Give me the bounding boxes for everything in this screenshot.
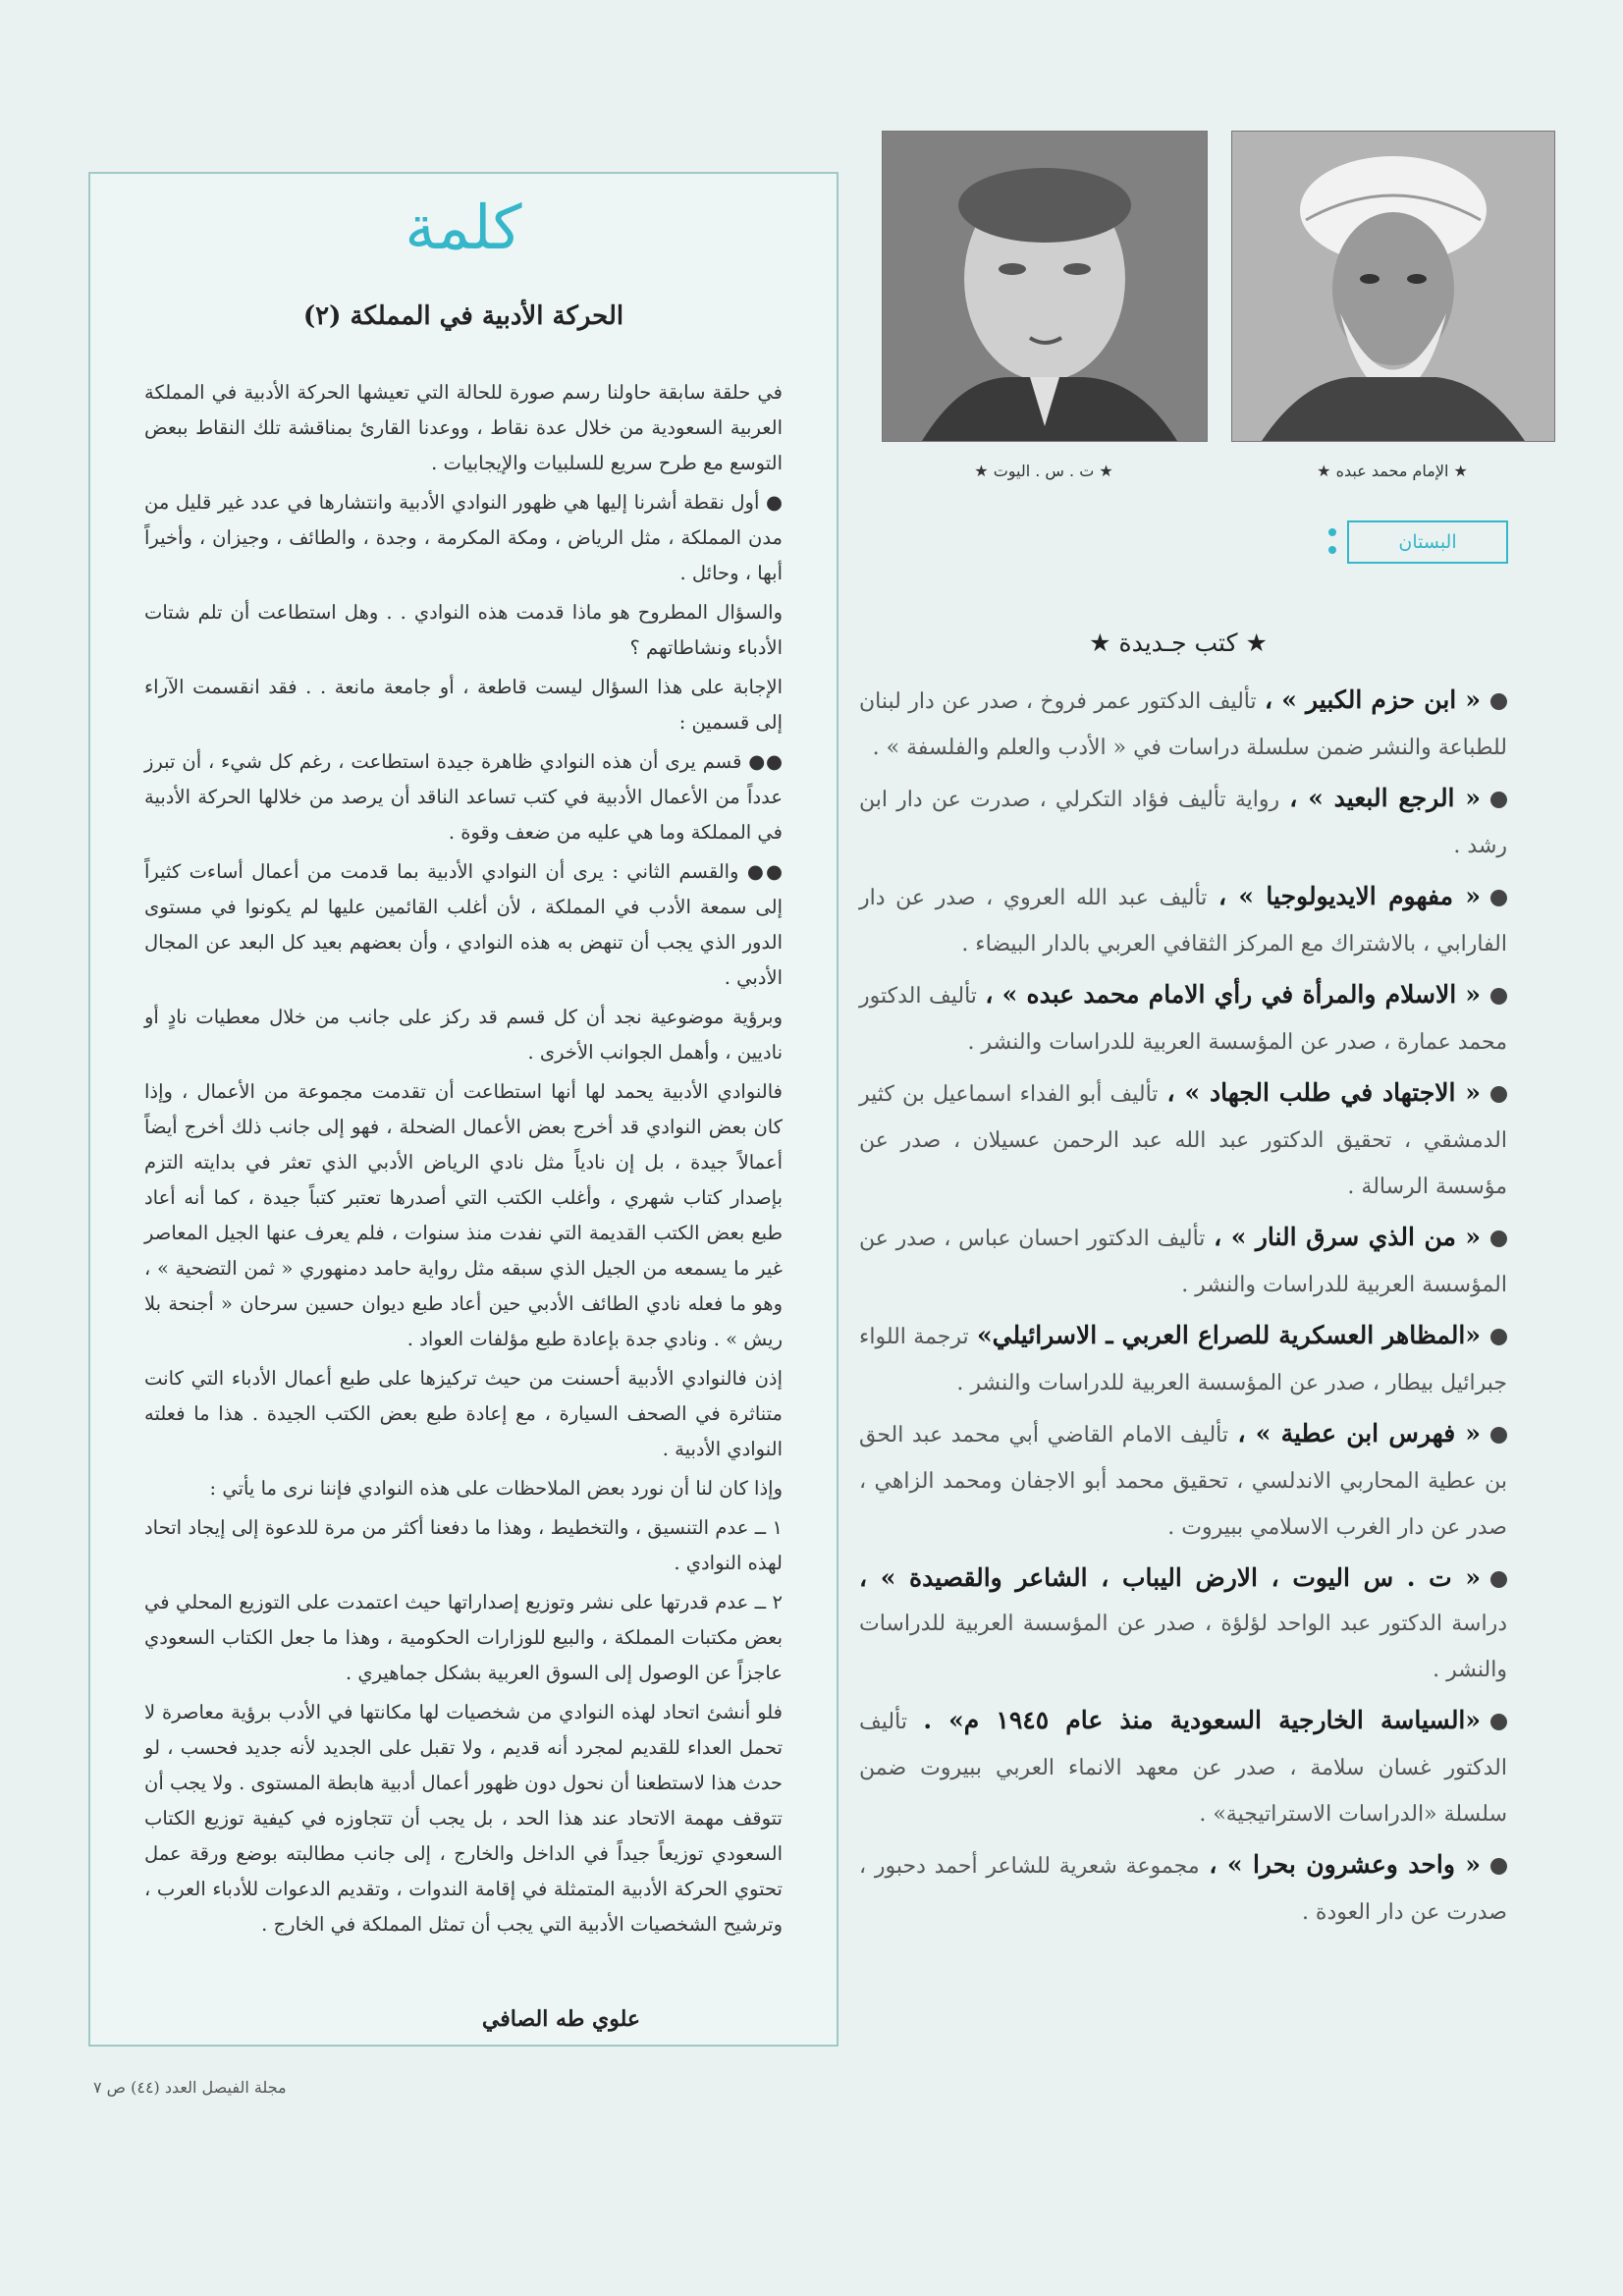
- book-details: مجموعة شعرية للشاعر أحمد دحبور ، صدرت عن دار العودة .: [859, 1854, 1507, 1925]
- book-title: « من الذي سرق النار » ،: [1214, 1223, 1482, 1251]
- book-entry: [859, 1698, 1507, 1836]
- article-paragraph: وبرؤية موضوعية نجد أن كل قسم قد ركز على جانب من خلال معطيات نادٍ أو ناديين ، وأهمل الجوانب الأخرى .: [144, 1006, 783, 1064]
- book-entry: [859, 678, 1507, 770]
- book-details: تأليف الدكتور محمد عمارة ، صدر عن المؤسسة العربية للدراسات والنشر .: [859, 984, 1507, 1055]
- page-footer: مجلة الفيصل العدد (٤٤) ص ٧: [93, 2078, 287, 2097]
- bullet-icon: [1490, 988, 1507, 1005]
- book-entry: [859, 1842, 1507, 1935]
- eliot-portrait: [882, 131, 1208, 442]
- book-entry: [859, 776, 1507, 868]
- book-details: رواية تأليف فؤاد التكرلي ، صدرت عن دار ابن رشد .: [859, 788, 1507, 858]
- book-title: « ت . س اليوت ، الارض اليباب ، الشاعر والقصيدة » ،: [859, 1563, 1481, 1592]
- bullet-icon: [1490, 1571, 1507, 1588]
- abduh-caption: ★ الإمام محمد عبده ★: [1317, 462, 1468, 480]
- book-entry: [859, 1411, 1507, 1550]
- book-title: «السياسة الخارجية السعودية منذ عام ١٩٤٥ م» .: [923, 1706, 1482, 1734]
- article-paragraph: فلو أنشئ اتحاد لهذه النوادي من شخصيات لها مكانتها في الأدب برؤية معاصرة لا تحمل العداء للقديم لمجرد أنه قديم ، ولا تقبل على الجديد لأنه جديد فحسب ، لو حدث هذا لاستطعنا أن نحول دون ظهور أعمال أدبية هابطة المستوى . ولا يجب أن تتوقف مهمة الاتحاد عند هذا الحد ، بل يجب أن تتجاوزه في كيفية توزيع الكتاب السعودي توزيعاً جيداً في الداخل والخارج ، إلى جانب مطالبته بوضع ورقة عمل تحتوي الحركة الأدبية المتمثلة في إقامة الندوات ، وتقديم الدعوات للأدباء العرب ، وترشيح الشخصيات الأدبية التي يجب أن تمثل المملكة في الخارج .: [144, 1701, 783, 1936]
- abduh-portrait: [1231, 131, 1555, 442]
- bullet-icon: [1490, 1329, 1507, 1345]
- book-details: تأليف الدكتور عمر فروخ ، صدر عن دار لبنان للطباعة والنشر ضمن سلسلة دراسات في « الأدب والعلم والفلسفة » .: [859, 689, 1507, 760]
- book-details: تأليف أبو الفداء اسماعيل بن كثير الدمشقي ، تحقيق الدكتور عبد الله عبد الرحمن عسيلان ، صدر عن مؤسسة الرسالة .: [859, 1082, 1507, 1199]
- book-title: « الاجتهاد في طلب الجهاد » ،: [1166, 1078, 1481, 1107]
- bullet-icon: [1490, 1714, 1507, 1730]
- column-header-word: كلمة: [405, 191, 522, 263]
- book-entry: [859, 1215, 1507, 1307]
- book-entry: [859, 1313, 1507, 1405]
- book-entry: [859, 874, 1507, 966]
- book-title: « مفهوم الايديولوجيا » ،: [1218, 882, 1481, 910]
- bullet-icon: [1490, 890, 1507, 906]
- article-paragraph: إذن فالنوادي الأدبية أحسنت من حيث تركيزها على طبع أعمال الأدباء التي كانت متناثرة في الصحف السيارة ، مع إعادة طبع بعض الكتب الجيدة . هذا ما فعلته النوادي الأدبية .: [144, 1367, 783, 1460]
- book-title: « فهرس ابن عطية » ،: [1237, 1419, 1481, 1448]
- bullet-icon: [1490, 693, 1507, 710]
- new-books-list: [859, 678, 1507, 1941]
- article-paragraph: والسؤال المطروح هو ماذا قدمت هذه النوادي . . وهل استطاعت أن تلم شتات الأدباء ونشاطاتهم ؟: [144, 601, 783, 659]
- article-paragraph: ١ ــ عدم التنسيق ، والتخطيط ، وهذا ما دفعنا أكثر من مرة للدعوة إلى إيجاد اتحاد لهذه النوادي .: [144, 1516, 783, 1574]
- book-details: تأليف الدكتور غسان سلامة ، صدر عن معهد الانماء العربي ببيروت ضمن سلسلة «الدراسات الاستراتيجية» .: [859, 1710, 1507, 1827]
- article-paragraph: ٢ ــ عدم قدرتها على نشر وتوزيع إصداراتها حيث اعتمدت على التوزيع المحلي في بعض مكتبات المملكة ، والبيع للوزارات الحكومية ، وهذا ما جعل الكتاب السعودي عاجزاً عن الوصول إلى السوق العربية بشكل جماهيري .: [144, 1591, 783, 1684]
- section-label: البستان: [1347, 520, 1508, 564]
- book-title: « واحد وعشرون بحرا » ،: [1209, 1850, 1481, 1879]
- editorial-column: [88, 172, 839, 2047]
- book-details: دراسة الدكتور عبد الواحد لؤلؤة ، صدر عن المؤسسة العربية للدراسات والنشر .: [859, 1612, 1507, 1682]
- article-paragraph: فالنوادي الأدبية يحمد لها أنها استطاعت أن تقدمت مجموعة من الأعمال ، وإذا كان بعض النوادي قد أخرج بعض الأعمال الضحلة ، فهو إلى جانب ذلك أخرج أيضاً أعمالاً جيدة ، بل إن نادياً مثل نادي الرياض الأدبي الذي تعثر في بدايته التزم بإصدار كتاب شهري ، وأغلب الكتب التي أصدرها تعتبر كتباً جيدة ، كما أنه أعاد طبع بعض الكتب القديمة التي نفدت منذ سنوات ، فلم يعرف عنها الجيل المعاصر غير ما يسمعه من الجيل الذي سبقه مثل رواية حامد دمنهوري « ثمن التضحية » ، وهو ما فعله نادي الطائف الأدبي حين أعاد طبع ديوان حسين سرحان « أجنحة بلا ريش » . ونادي جدة بإعادة طبع مؤلفات العواد .: [144, 1080, 783, 1350]
- book-title: « ابن حزم الكبير » ،: [1265, 685, 1482, 714]
- author-name: علوي طه الصافي: [481, 2006, 640, 2032]
- book-details: تأليف الامام القاضي أبي محمد عبد الحق بن عطية المحاربي الاندلسي ، تحقيق محمد أبو الاجفان ومحمد الزاهي ، صدر عن دار الغرب الاسلامي ببيروت .: [859, 1423, 1507, 1540]
- section-dots-icon: [1328, 522, 1338, 558]
- article-paragraph: الإجابة على هذا السؤال ليست قاطعة ، أو جامعة مانعة . . فقد انقسمت الآراء إلى قسمين :: [144, 676, 783, 734]
- article-title: (٢) الحركة الأدبية في المملكة: [302, 301, 624, 331]
- book-entry: [859, 1070, 1507, 1209]
- bullet-icon: [1490, 1230, 1507, 1247]
- bullet-icon: [1490, 1858, 1507, 1875]
- books-heading: ★ كتب جـديدة ★: [1089, 629, 1268, 657]
- article-paragraph: في حلقة سابقة حاولنا رسم صورة للحالة التي تعيشها الحركة الأدبية في المملكة العربية السعودية من خلال عدة نقاط ، ووعدنا القارئ بمناقشة تلك النقاط ببعض التوسع مع طرح سريع للسلبيات والإيجابيات .: [144, 381, 783, 474]
- book-details: ترجمة اللواء جبرائيل بيطار ، صدر عن المؤسسة العربية للدراسات والنشر .: [859, 1325, 1507, 1395]
- article-paragraph: ●● قسم يرى أن هذه النوادي ظاهرة جيدة استطاعت ، رغم كل شيء ، أن تبرز عدداً من الأعمال الأدبية في كتب تساعد الناقد أن يرصد من خلالها الحركة الأدبية في المملكة وما هي عليه من ضعف وقوة .: [144, 750, 783, 844]
- book-title: « الرجع البعيد » ،: [1289, 784, 1481, 812]
- article-paragraph: ●● والقسم الثاني : يرى أن النوادي الأدبية بما قدمت من أعمال أساءت كثيراً إلى سمعة الأدب في المملكة ، لأن أغلب القائمين عليها لم يكونوا في مستوى الدور الذي يجب أن تنهض به هذه النوادي ، وأن بعضهم بعيد كل البعد عن المجال الأدبي .: [144, 860, 783, 989]
- article-paragraph: ● أول نقطة أشرنا إليها هي ظهور النوادي الأدبية وانتشارها في عدد غير قليل من مدن المملكة ، مثل الرياض ، ومكة المكرمة ، وجدة ، والطائف ، وجيزان ، وأخيراً أبها ، وحائل .: [144, 491, 783, 584]
- book-entry: [859, 972, 1507, 1065]
- article-paragraph: وإذا كان لنا أن نورد بعض الملاحظات على هذه النوادي فإننا نرى ما يأتي :: [209, 1477, 783, 1500]
- book-details: تأليف عبد الله العروي ، صدر عن دار الفارابي ، بالاشتراك مع المركز الثقافي العربي بالدار البيضاء .: [859, 886, 1507, 957]
- book-details: تأليف الدكتور احسان عباس ، صدر عن المؤسسة العربية للدراسات والنشر .: [859, 1227, 1507, 1297]
- bullet-icon: [1490, 1427, 1507, 1444]
- article-body: [144, 375, 783, 1946]
- eliot-caption: ★ ت . س . اليوت ★: [974, 462, 1113, 480]
- bullet-icon: [1490, 792, 1507, 808]
- book-title: « الاسلام والمرأة في رأي الامام محمد عبده » ،: [985, 980, 1481, 1009]
- book-entry: [859, 1556, 1507, 1692]
- book-title: «المظاهر العسكرية للصراع العربي ـ الاسرائيلي»: [977, 1321, 1481, 1349]
- bullet-icon: [1490, 1086, 1507, 1103]
